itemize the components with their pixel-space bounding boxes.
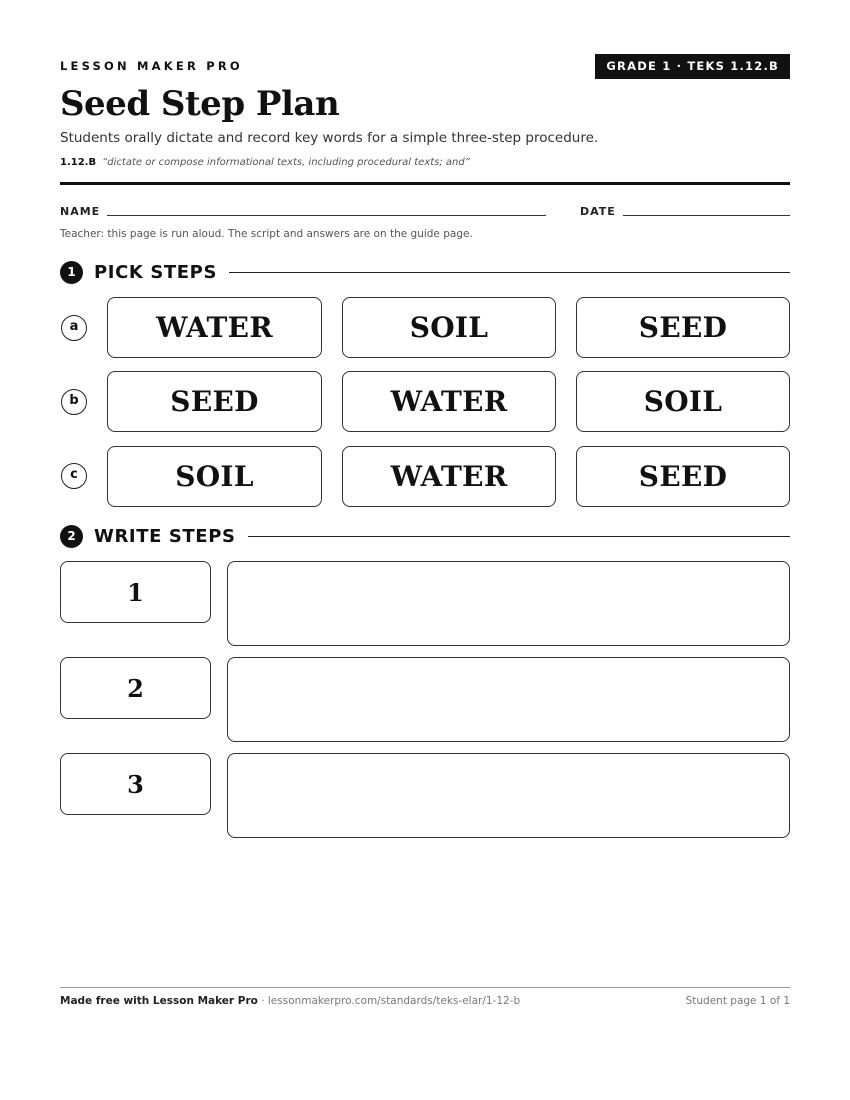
row-letter-c: c [61,463,87,489]
page-subtitle: Students orally dictate and record key words for a simple three-step procedure. [60,130,599,146]
footer-page-number: Student page 1 of 1 [685,995,790,1007]
grade-badge: GRADE 1 · TEKS 1.12.B [595,54,790,79]
word-card[interactable]: SOIL [342,297,556,358]
footer-url[interactable]: lessonmakerpro.com/standards/teks-elar/1-12-b [267,995,521,1007]
section-title: WRITE STEPS [94,525,236,547]
step-number-3: 3 [60,753,211,815]
date-field[interactable] [623,215,790,216]
word-card[interactable]: SEED [576,446,790,507]
word-card[interactable]: SEED [576,297,790,358]
word-card[interactable]: WATER [342,446,556,507]
step-write-box-2[interactable] [227,657,790,742]
footer-made-with: Made free with Lesson Maker Pro [60,995,258,1007]
page-title: Seed Step Plan [60,84,340,124]
footer-separator: · [257,995,268,1007]
step-number-2: 2 [60,657,211,719]
standard-text: “dictate or compose informational texts, including procedural texts; and” [102,157,470,168]
brand-name: LESSON MAKER PRO [60,59,243,73]
step-write-box-1[interactable] [227,561,790,646]
section-divider [248,536,790,537]
teacher-note: Teacher: this page is run aloud. The script and answers are on the guide page. [60,228,473,240]
word-card[interactable]: SOIL [576,371,790,432]
section-title: PICK STEPS [94,261,218,283]
row-letter-a: a [61,315,87,341]
row-letter-b: b [61,389,87,415]
step-number-1: 1 [60,561,211,623]
word-card[interactable]: WATER [107,297,322,358]
section-divider [229,272,790,273]
footer-divider [60,987,790,988]
name-field[interactable] [107,215,546,216]
section-write-steps-header [60,523,790,549]
section-pick-steps-header [60,259,790,285]
standard-code: 1.12.B [60,157,97,168]
standard-line [60,157,470,168]
section-number-badge: 1 [60,261,83,284]
name-label: NAME [60,205,101,218]
footer-credit [60,995,520,1007]
header-divider [60,182,790,185]
word-card[interactable]: WATER [342,371,556,432]
section-number-badge: 2 [60,525,83,548]
word-card[interactable]: SOIL [107,446,322,507]
date-label: DATE [580,205,616,218]
step-write-box-3[interactable] [227,753,790,838]
word-card[interactable]: SEED [107,371,322,432]
